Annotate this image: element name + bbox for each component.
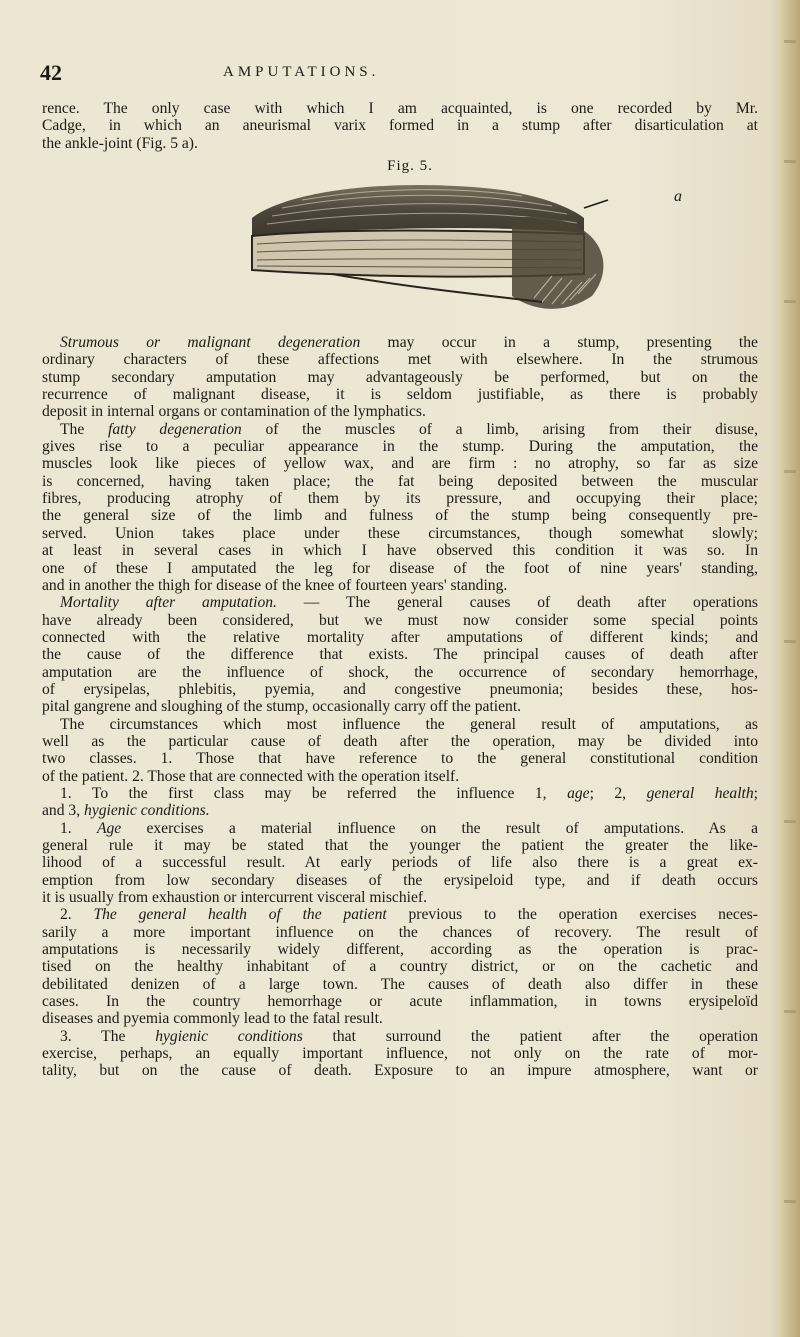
page-number: 42	[40, 60, 62, 85]
text-line: the cause of the difference that exists. The principal causes of death after	[42, 646, 758, 664]
text-line: the ankle-joint (Fig. 5 a).	[42, 134, 198, 152]
text-line: The fatty degeneration of the muscles of a limb, arising from their disuse,	[60, 420, 758, 438]
text-line: 1. To the first class may be referred the influence 1, age; 2, general health;	[60, 784, 759, 802]
text-line: pital gangrene and sloughing of the stump, occasionally carry off the patient.	[42, 698, 522, 716]
text-line: is concerned, having taken place; the fat being deposited between the muscular	[42, 472, 758, 490]
text-line: tality, but on the cause of death. Exposure to an impure atmosphere, want or	[42, 1062, 758, 1080]
text-line: lihood of a successful result. At early periods of life also there is a great ex-	[42, 854, 758, 872]
text-line: the general size of the limb and fulness of the stump being consequently pre-	[42, 507, 758, 525]
text-line: connected with the relative mortality after amputations of different kinds; and	[42, 628, 758, 646]
text-line: 3. The hygienic conditions that surround the patient after the operation	[60, 1027, 758, 1045]
text-line: 1. Age exercises a material influence on the result of amputations. As a	[60, 819, 758, 837]
body-text	[42, 100, 758, 1080]
text-line: well as the particular cause of death after the operation, may be divided into	[42, 732, 758, 750]
text-line: amputations is necessarily widely different, according as the operation is prac-	[42, 941, 758, 959]
text-line: cases. In the country hemorrhage or acute inflammation, in towns erysipeloïd	[42, 993, 758, 1011]
text-line: two classes. 1. Those that have reference to the general constitutional condition	[42, 750, 758, 768]
text-line: 2. The general health of the patient previous to the operation exercises neces-	[60, 906, 759, 924]
text-line: recurrence of malignant disease, it is seldom justifiable, as there is probably	[42, 386, 758, 404]
text-line: Mortality after amputation. — The general causes of death after operations	[60, 594, 758, 612]
text-line: Cadge, in which an aneurismal varix formed in a stump after disarticulation at	[42, 117, 758, 135]
figure-callout-a: a	[674, 188, 682, 206]
running-head: AMPUTATIONS.	[223, 64, 380, 80]
text-line: deposit in internal organs or contamination of the lymphatics.	[42, 403, 426, 421]
text-line: muscles look like pieces of yellow wax, and are firm : no atrophy, so far as size	[42, 455, 758, 473]
page-header	[0, 54, 800, 84]
text-line: rence. The only case with which I am acquainted, is one recorded by Mr.	[42, 100, 758, 117]
text-line: exercise, perhaps, an equally important influence, not only on the rate of mor-	[42, 1045, 758, 1063]
text-line: fibres, producing atrophy of them by its pressure, and occupying their place;	[42, 490, 758, 508]
text-line: amputation are the influence of shock, the occurrence of secondary hemorrhage,	[42, 663, 758, 681]
stump-engraving	[212, 178, 612, 318]
text-line: it is usually from exhaustion or intercurrent visceral mischief.	[42, 889, 427, 907]
text-line: general rule it may be stated that the younger the patient the greater the like-	[42, 837, 758, 854]
text-line: debilitated denizen of a large town. The causes of death also differ in these	[42, 975, 758, 993]
text-line: The circumstances which most influence the general result of amputations, as	[60, 715, 758, 733]
text-line: stump secondary amputation may advantageously be performed, but on the	[42, 368, 758, 386]
text-line: at least in several cases in which I have observed this condition it was so. In	[42, 542, 758, 560]
text-line: have already been considered, but we must now consider some special points	[42, 611, 758, 629]
text-line: served. Union takes place under these circumstances, though somewhat slowly;	[42, 524, 758, 542]
text-line: tised on the healthy inhabitant of a country district, or on the cachetic and	[42, 958, 758, 976]
text-line: one of these I amputated the leg for disease of the foot of nine years' standing,	[42, 559, 758, 577]
text-line: diseases and pyemia commonly lead to the fatal result.	[42, 1010, 383, 1028]
text-line: sarily a more important influence on the chances of recovery. The result of	[42, 923, 758, 941]
text-line: of erysipelas, phlebitis, pyemia, and congestive pneumonia; besides these, hos-	[42, 680, 758, 698]
text-line: emption from low secondary diseases of the erysipeloid type, and if death occurs	[42, 871, 758, 889]
figure-label: Fig. 5.	[387, 158, 433, 175]
text-line: Strumous or malignant degeneration may occur in a stump, presenting the	[60, 334, 758, 352]
text-line: and 3, hygienic conditions.	[42, 802, 210, 820]
figure-stump-illustration	[42, 178, 758, 320]
text-line: and in another the thigh for disease of the knee of fourteen years' standing.	[42, 576, 508, 594]
text-line: ordinary characters of these affections met with elsewhere. In the strumous	[42, 351, 758, 369]
text-line: of the patient. 2. Those that are connected with the operation itself.	[42, 767, 460, 785]
page-edge	[778, 0, 800, 1337]
text-line: gives rise to a peculiar appearance in the stump. During the amputation, the	[42, 438, 758, 456]
